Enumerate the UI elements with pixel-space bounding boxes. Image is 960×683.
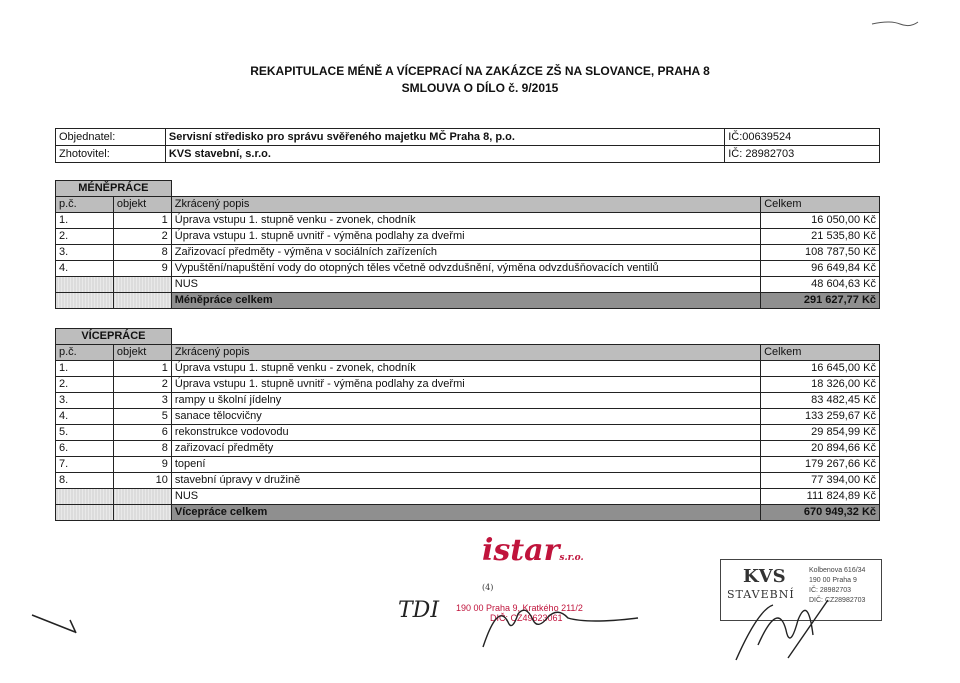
header-pc: p.č. xyxy=(56,197,114,213)
table-row xyxy=(56,213,880,229)
row-popis: stavební úpravy v družině xyxy=(171,473,760,489)
parties-table xyxy=(55,128,880,163)
row-celkem: 108 787,50 Kč xyxy=(761,245,880,261)
corner-mark xyxy=(870,18,920,30)
kvs-ic: IČ: 28982703 xyxy=(809,587,852,594)
row-objekt: 1 xyxy=(113,361,171,377)
row-pc: 2. xyxy=(56,229,114,245)
total-row xyxy=(56,505,880,521)
total-row xyxy=(56,293,880,309)
total-value: 291 627,77 Kč xyxy=(761,293,880,309)
viceprace-section-title: VÍCEPRÁCE xyxy=(56,329,172,345)
table-row xyxy=(56,245,880,261)
nus-row xyxy=(56,277,880,293)
row-objekt: 8 xyxy=(113,245,171,261)
nus-value: 111 824,89 Kč xyxy=(761,489,880,505)
party-id: IČ: 28982703 xyxy=(725,146,880,163)
table-row xyxy=(56,441,880,457)
row-pc: 1. xyxy=(56,361,114,377)
row-objekt: 1 xyxy=(113,213,171,229)
row-celkem: 77 394,00 Kč xyxy=(761,473,880,489)
row-pc: 4. xyxy=(56,409,114,425)
row-celkem: 179 267,66 Kč xyxy=(761,457,880,473)
row-pc: 4. xyxy=(56,261,114,277)
total-value: 670 949,32 Kč xyxy=(761,505,880,521)
istar-suffix: s.r.o. xyxy=(559,553,584,563)
party-row xyxy=(56,129,880,146)
row-popis: Úprava vstupu 1. stupně venku - zvonek, chodník xyxy=(171,213,760,229)
istar-address: 190 00 Praha 9, Kratkého 211/2 xyxy=(456,603,583,613)
row-popis: rekonstrukce vodovodu xyxy=(171,425,760,441)
row-pc: 7. xyxy=(56,457,114,473)
row-popis: Vypuštění/napuštění vody do otopných těles včetně odvzdušnění, výměna odvzdušňovacích ventilů xyxy=(171,261,760,277)
row-pc: 2. xyxy=(56,377,114,393)
row-pc: 6. xyxy=(56,441,114,457)
row-celkem: 133 259,67 Kč xyxy=(761,409,880,425)
table-header-row xyxy=(56,345,880,361)
row-pc: 8. xyxy=(56,473,114,489)
table-row xyxy=(56,229,880,245)
total-label: Méněpráce celkem xyxy=(171,293,760,309)
row-celkem: 29 854,99 Kč xyxy=(761,425,880,441)
header-pc: p.č. xyxy=(56,345,114,361)
row-objekt: 5 xyxy=(113,409,171,425)
kvs-address1: Kolbenova 616/34 xyxy=(809,567,866,574)
table-row xyxy=(56,261,880,277)
nus-label: NUS xyxy=(171,489,760,505)
row-objekt: 8 xyxy=(113,441,171,457)
row-popis: Úprava vstupu 1. stupně uvnitř - výměna podlahy za dveřmi xyxy=(171,377,760,393)
row-pc: 3. xyxy=(56,245,114,261)
table-row xyxy=(56,393,880,409)
menprace-table xyxy=(55,180,880,309)
party-name: Servisní středisko pro správu svěřeného majetku MČ Praha 8, p.o. xyxy=(165,129,724,146)
table-row xyxy=(56,473,880,489)
document-title: REKAPITULACE MÉNĚ A VÍCEPRACÍ NA ZAKÁZCE ZŠ NA SLOVANCE, PRAHA 8 xyxy=(250,64,710,78)
menprace-section-title: MÉNĚPRÁCE xyxy=(56,181,172,197)
header-objekt: objekt xyxy=(113,345,171,361)
istar-dic: DIČ: CZ49623061 xyxy=(490,613,563,623)
row-popis: rampy u školní jídelny xyxy=(171,393,760,409)
signature-istar xyxy=(478,592,643,652)
row-celkem: 83 482,45 Kč xyxy=(761,393,880,409)
table-header-row xyxy=(56,197,880,213)
kvs-word: STAVEBNÍ xyxy=(727,588,795,601)
row-popis: zařizovací předměty xyxy=(171,441,760,457)
istar-note: (4) xyxy=(482,583,494,592)
row-celkem: 18 326,00 Kč xyxy=(761,377,880,393)
header-objekt: objekt xyxy=(113,197,171,213)
party-row xyxy=(56,146,880,163)
nus-row xyxy=(56,489,880,505)
row-celkem: 96 649,84 Kč xyxy=(761,261,880,277)
row-pc: 1. xyxy=(56,213,114,229)
row-popis: Zařizovací předměty - výměna v sociálních zařízeních xyxy=(171,245,760,261)
row-pc: 5. xyxy=(56,425,114,441)
kvs-logo: KVS xyxy=(743,566,786,587)
party-id: IČ:00639524 xyxy=(725,129,880,146)
row-objekt: 9 xyxy=(113,261,171,277)
header-popis: Zkrácený popis xyxy=(171,197,760,213)
nus-value: 48 604,63 Kč xyxy=(761,277,880,293)
header-popis: Zkrácený popis xyxy=(171,345,760,361)
row-celkem: 16 645,00 Kč xyxy=(761,361,880,377)
table-row xyxy=(56,409,880,425)
row-popis: Úprava vstupu 1. stupně uvnitř - výměna podlahy za dveřmi xyxy=(171,229,760,245)
checkmark-icon xyxy=(30,600,80,640)
row-popis: sanace tělocvičny xyxy=(171,409,760,425)
handwritten-initials: TDI xyxy=(398,598,440,623)
row-pc: 3. xyxy=(56,393,114,409)
row-celkem: 21 535,80 Kč xyxy=(761,229,880,245)
signature-kvs xyxy=(728,590,838,670)
viceprace-table xyxy=(55,328,880,521)
party-name: KVS stavební, s.r.o. xyxy=(165,146,724,163)
row-objekt: 6 xyxy=(113,425,171,441)
header-celkem: Celkem xyxy=(761,197,880,213)
row-objekt: 2 xyxy=(113,377,171,393)
header-celkem: Celkem xyxy=(761,345,880,361)
party-role: Objednatel: xyxy=(56,129,166,146)
document-subtitle: SMLOUVA O DÍLO č. 9/2015 xyxy=(401,81,559,95)
table-row xyxy=(56,377,880,393)
row-popis: Úprava vstupu 1. stupně venku - zvonek, chodník xyxy=(171,361,760,377)
row-objekt: 9 xyxy=(113,457,171,473)
party-role: Zhotovitel: xyxy=(56,146,166,163)
row-celkem: 16 050,00 Kč xyxy=(761,213,880,229)
total-label: Vícepráce celkem xyxy=(171,505,760,521)
table-row xyxy=(56,361,880,377)
row-objekt: 10 xyxy=(113,473,171,489)
row-objekt: 3 xyxy=(113,393,171,409)
kvs-address2: 190 00 Praha 9 xyxy=(809,577,857,584)
table-row xyxy=(56,425,880,441)
row-objekt: 2 xyxy=(113,229,171,245)
kvs-dic: DIČ: CZ28982703 xyxy=(809,597,866,604)
row-celkem: 20 894,66 Kč xyxy=(761,441,880,457)
nus-label: NUS xyxy=(171,277,760,293)
table-row xyxy=(56,457,880,473)
istar-logo: istar xyxy=(482,533,560,568)
row-popis: topení xyxy=(171,457,760,473)
